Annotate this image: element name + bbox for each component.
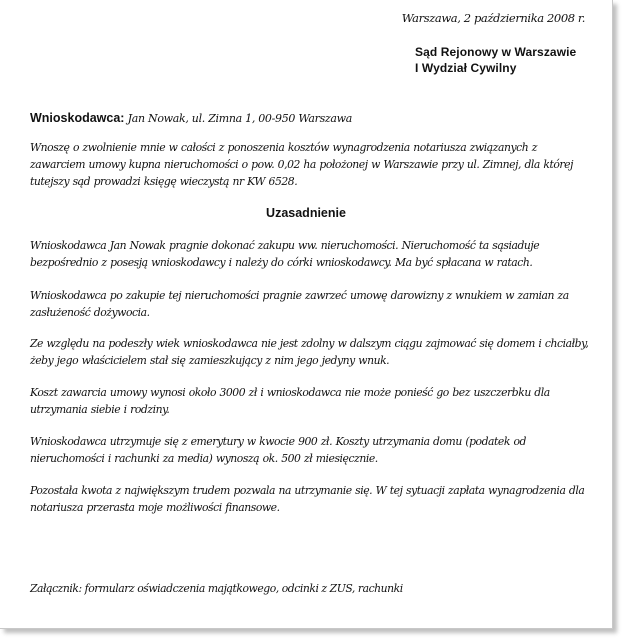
applicant-value: Jan Nowak, ul. Zimna 1, 00-950 Warszawa bbox=[124, 112, 353, 125]
justification-paragraph: Wnioskodawca utrzymuje się z emerytury w kwocie 900 zł. Koszty utrzymania domu (podatek od nieruchomości i rachunki za media) wynoszą ok. 500 zł miesięcznie. bbox=[30, 435, 526, 465]
attachments-line: Załącznik: formularz oświadczenia majątkowego, odcinki z ZUS, rachunki bbox=[30, 582, 403, 595]
court-address bbox=[415, 44, 576, 76]
justification-paragraph: Pozostała kwota z największym trudem pozwala na utrzymanie się. W tej sytuacji zapłata wynagrodzenia dla notariusza przerasta moje możliwości finansowe. bbox=[30, 484, 585, 514]
place-date: Warszawa, 2 października 2008 r. bbox=[401, 11, 585, 25]
court-name: Sąd Rejonowy w Warszawie bbox=[415, 45, 577, 59]
justification-paragraph: Koszt zawarcia umowy wynosi około 3000 zł i wnioskodawca nie może ponieść go bez uszczerbku dla utrzymania siebie i rodziny. bbox=[30, 386, 550, 416]
justification-paragraph: Wnioskodawca Jan Nowak pragnie dokonać zakupu ww. nieruchomości. Nieruchomość ta sąsiaduje bezpośrednio z posesją wnioskodawcy i należy do córki wnioskodawcy. Ma być spłacana w ratach. bbox=[30, 239, 540, 269]
request-paragraph: Wnoszę o zwolnienie mnie w całości z ponoszenia kosztów wynagrodzenia notariusza związanych z zawarciem umowy kupna nieruchomości o pow. 0,02 ha położonej w Warszawie przy ul. Zimnej, dla której tutejszy sąd prowadzi księgę wieczystą nr KW 6528. bbox=[30, 141, 573, 188]
court-division: I Wydział Cywilny bbox=[415, 61, 517, 75]
justification-paragraph: Wnioskodawca po zakupie tej nieruchomości pragnie zawrzeć umowę darowizny z wnukiem w zamian za zasłużeność dożywocia. bbox=[30, 289, 569, 319]
applicant-label: Wnioskodawca: bbox=[30, 111, 125, 125]
applicant-line bbox=[30, 109, 352, 127]
justification-paragraph: Ze względu na podeszły wiek wnioskodawca nie jest zdolny w dalszym ciągu zajmować się domem i chciałby, żeby jego właścicielem stał się zamieszkujący z nim jego jedyny wnuk. bbox=[30, 337, 589, 367]
justification-heading: Uzasadnienie bbox=[266, 206, 346, 220]
